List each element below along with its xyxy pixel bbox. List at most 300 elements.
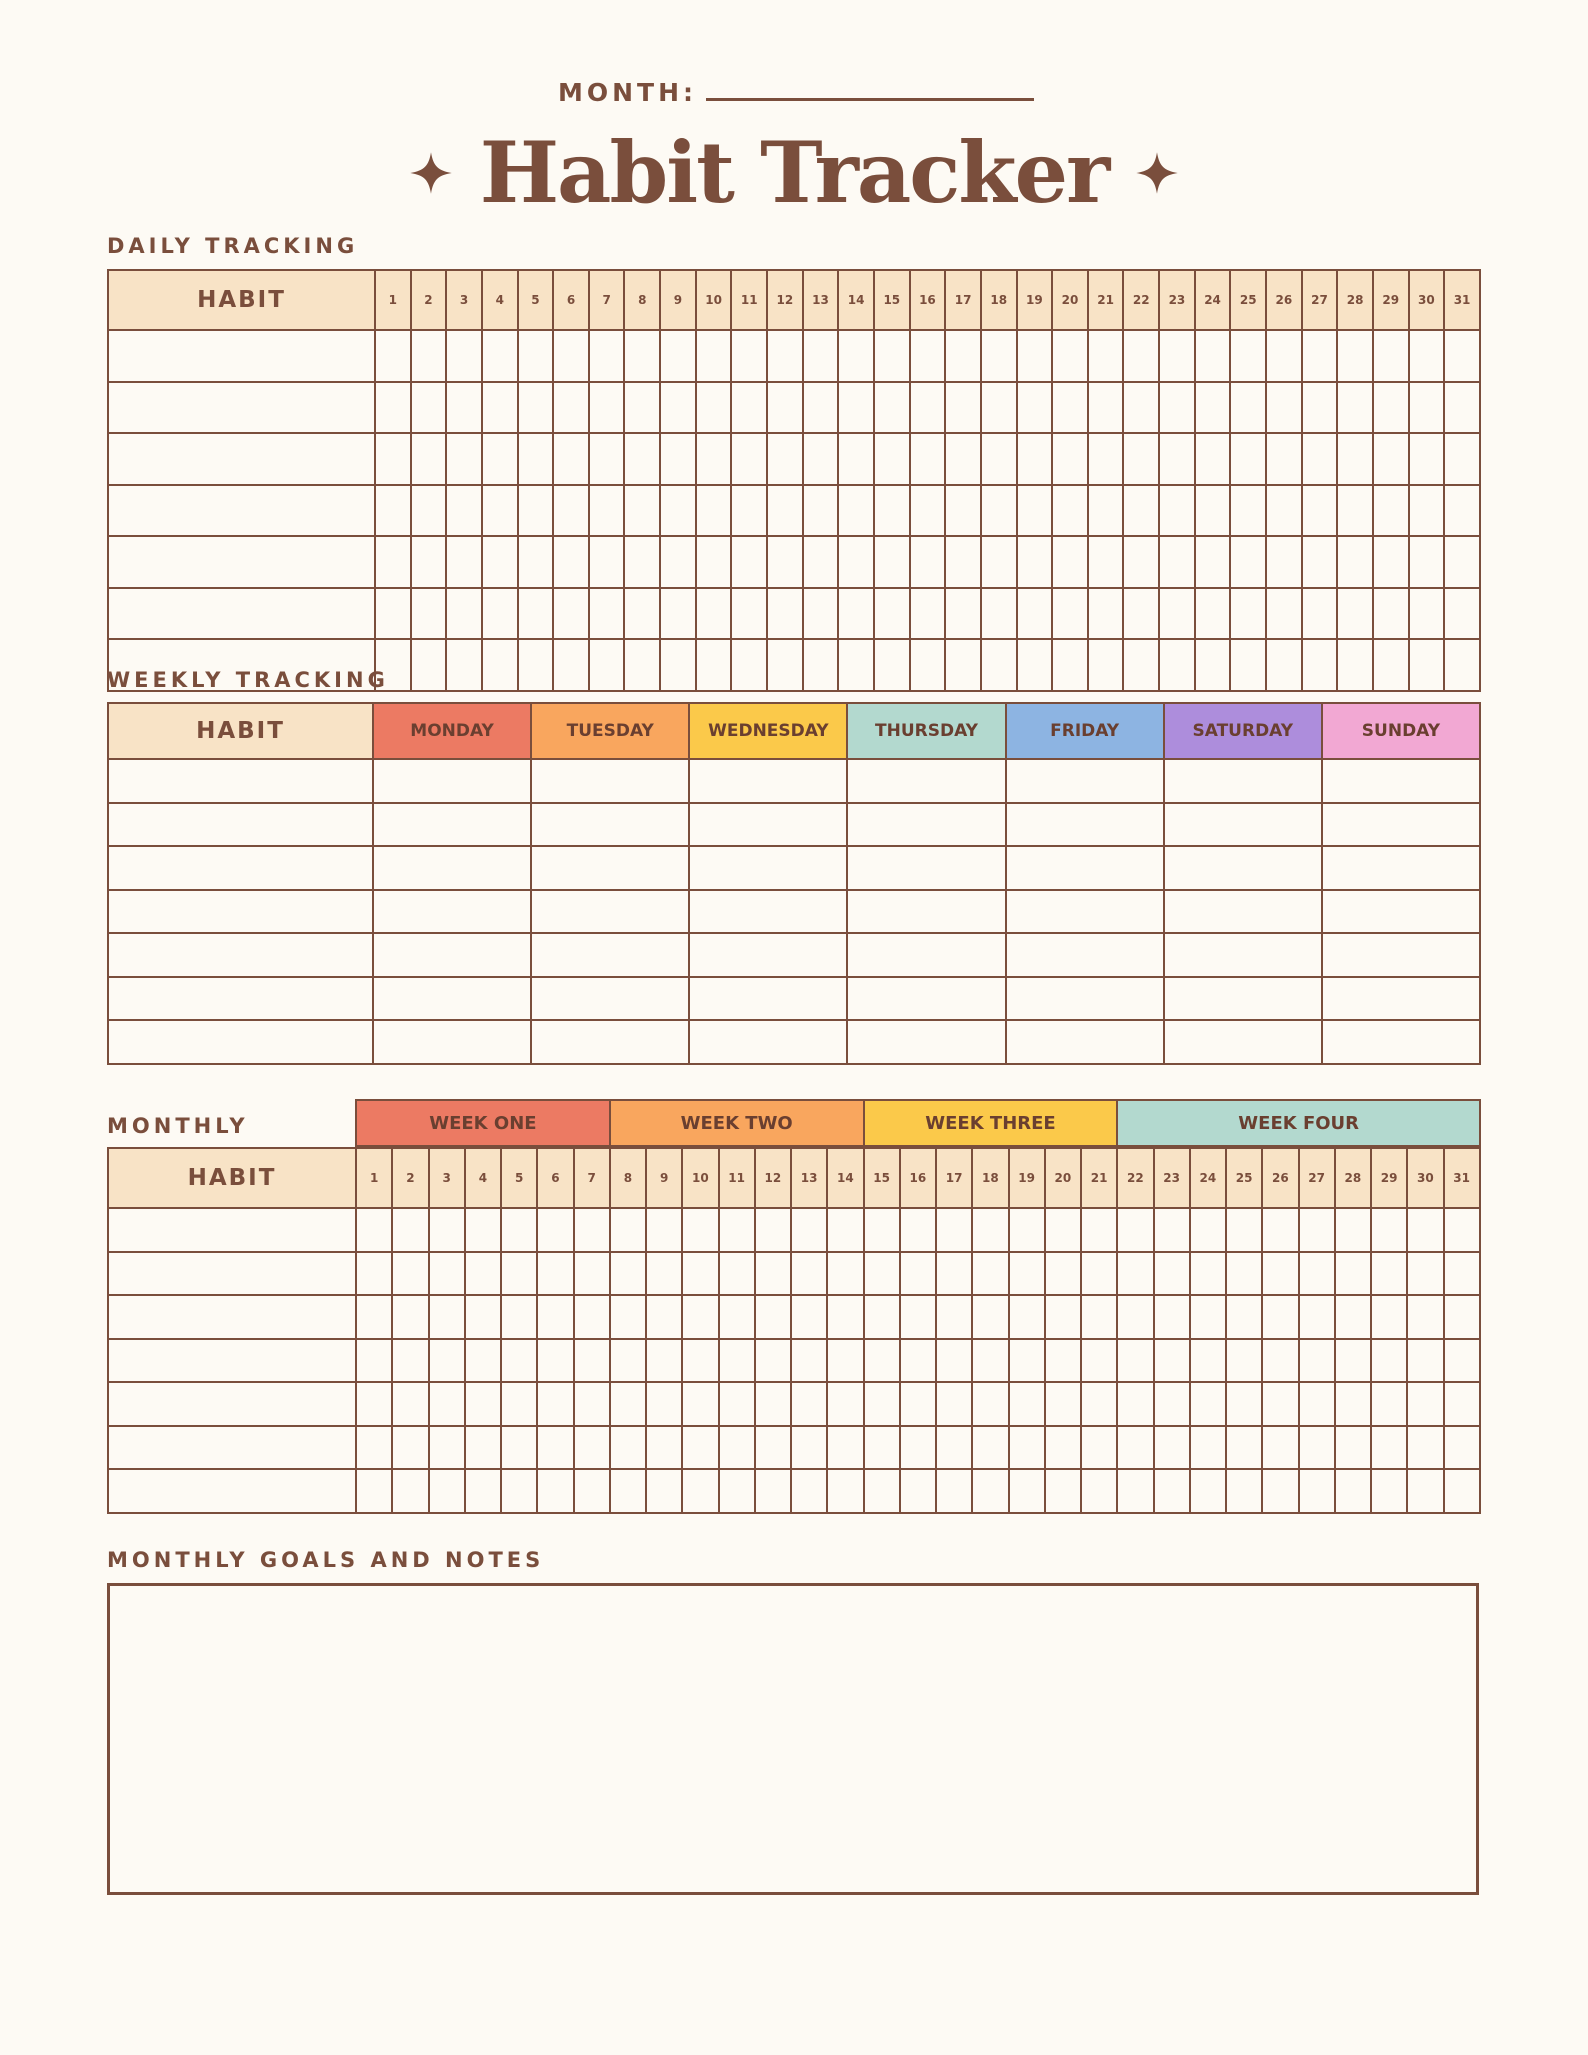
monthly-check-cell[interactable] (972, 1382, 1008, 1426)
monthly-check-cell[interactable] (646, 1339, 682, 1383)
daily-check-cell[interactable] (553, 382, 589, 434)
monthly-check-cell[interactable] (1371, 1339, 1407, 1383)
daily-habit-cell[interactable] (108, 330, 375, 382)
daily-check-cell[interactable] (1444, 485, 1480, 537)
weekly-check-cell[interactable] (1164, 759, 1322, 803)
daily-check-cell[interactable] (910, 330, 946, 382)
monthly-check-cell[interactable] (682, 1252, 718, 1296)
monthly-check-cell[interactable] (827, 1208, 863, 1252)
monthly-check-cell[interactable] (501, 1469, 537, 1513)
monthly-check-cell[interactable] (1117, 1339, 1153, 1383)
monthly-check-cell[interactable] (1009, 1339, 1045, 1383)
daily-check-cell[interactable] (731, 588, 767, 640)
monthly-check-cell[interactable] (1081, 1382, 1117, 1426)
daily-check-cell[interactable] (553, 639, 589, 691)
monthly-check-cell[interactable] (1154, 1469, 1190, 1513)
monthly-check-cell[interactable] (1081, 1339, 1117, 1383)
monthly-check-cell[interactable] (610, 1469, 646, 1513)
daily-check-cell[interactable] (589, 330, 625, 382)
monthly-check-cell[interactable] (574, 1426, 610, 1470)
daily-check-cell[interactable] (624, 639, 660, 691)
daily-check-cell[interactable] (1195, 382, 1231, 434)
monthly-check-cell[interactable] (1299, 1382, 1335, 1426)
daily-check-cell[interactable] (803, 330, 839, 382)
monthly-check-cell[interactable] (791, 1339, 827, 1383)
monthly-check-cell[interactable] (1045, 1252, 1081, 1296)
weekly-check-cell[interactable] (373, 933, 531, 977)
daily-check-cell[interactable] (1159, 485, 1195, 537)
daily-check-cell[interactable] (589, 536, 625, 588)
monthly-check-cell[interactable] (1009, 1382, 1045, 1426)
daily-check-cell[interactable] (767, 536, 803, 588)
daily-check-cell[interactable] (1302, 536, 1338, 588)
daily-check-cell[interactable] (1444, 382, 1480, 434)
weekly-check-cell[interactable] (847, 1020, 1005, 1064)
daily-check-cell[interactable] (1088, 588, 1124, 640)
daily-check-cell[interactable] (589, 433, 625, 485)
monthly-check-cell[interactable] (1299, 1469, 1335, 1513)
daily-check-cell[interactable] (1302, 330, 1338, 382)
weekly-check-cell[interactable] (373, 977, 531, 1021)
daily-check-cell[interactable] (945, 639, 981, 691)
daily-check-cell[interactable] (767, 382, 803, 434)
monthly-check-cell[interactable] (1190, 1382, 1226, 1426)
monthly-check-cell[interactable] (1407, 1382, 1443, 1426)
daily-check-cell[interactable] (1337, 382, 1373, 434)
monthly-check-cell[interactable] (791, 1295, 827, 1339)
monthly-check-cell[interactable] (900, 1382, 936, 1426)
daily-check-cell[interactable] (767, 485, 803, 537)
daily-check-cell[interactable] (767, 639, 803, 691)
daily-check-cell[interactable] (910, 433, 946, 485)
weekly-check-cell[interactable] (1322, 933, 1480, 977)
monthly-check-cell[interactable] (465, 1382, 501, 1426)
monthly-check-cell[interactable] (1226, 1295, 1262, 1339)
daily-check-cell[interactable] (660, 536, 696, 588)
monthly-check-cell[interactable] (791, 1252, 827, 1296)
monthly-check-cell[interactable] (1045, 1469, 1081, 1513)
monthly-check-cell[interactable] (936, 1295, 972, 1339)
daily-check-cell[interactable] (1409, 639, 1445, 691)
monthly-check-cell[interactable] (356, 1295, 392, 1339)
daily-check-cell[interactable] (1088, 639, 1124, 691)
monthly-check-cell[interactable] (1154, 1382, 1190, 1426)
daily-check-cell[interactable] (482, 588, 518, 640)
monthly-check-cell[interactable] (864, 1339, 900, 1383)
monthly-check-cell[interactable] (1081, 1208, 1117, 1252)
monthly-check-cell[interactable] (1262, 1382, 1298, 1426)
daily-check-cell[interactable] (1123, 536, 1159, 588)
daily-check-cell[interactable] (838, 433, 874, 485)
monthly-check-cell[interactable] (1190, 1252, 1226, 1296)
daily-check-cell[interactable] (1337, 639, 1373, 691)
daily-check-cell[interactable] (1444, 536, 1480, 588)
daily-check-cell[interactable] (1230, 536, 1266, 588)
daily-check-cell[interactable] (874, 433, 910, 485)
daily-check-cell[interactable] (553, 536, 589, 588)
monthly-check-cell[interactable] (1444, 1339, 1480, 1383)
weekly-check-cell[interactable] (1322, 977, 1480, 1021)
monthly-check-cell[interactable] (1371, 1382, 1407, 1426)
monthly-check-cell[interactable] (972, 1295, 1008, 1339)
monthly-check-cell[interactable] (392, 1252, 428, 1296)
daily-check-cell[interactable] (874, 485, 910, 537)
daily-check-cell[interactable] (1373, 588, 1409, 640)
monthly-check-cell[interactable] (465, 1469, 501, 1513)
daily-check-cell[interactable] (1373, 433, 1409, 485)
daily-check-cell[interactable] (731, 485, 767, 537)
weekly-check-cell[interactable] (1164, 803, 1322, 847)
monthly-check-cell[interactable] (1154, 1426, 1190, 1470)
daily-check-cell[interactable] (624, 382, 660, 434)
daily-check-cell[interactable] (1123, 639, 1159, 691)
monthly-check-cell[interactable] (465, 1295, 501, 1339)
daily-check-cell[interactable] (1017, 382, 1053, 434)
daily-check-cell[interactable] (1302, 382, 1338, 434)
daily-check-cell[interactable] (1230, 588, 1266, 640)
daily-check-cell[interactable] (660, 588, 696, 640)
monthly-check-cell[interactable] (537, 1295, 573, 1339)
monthly-check-cell[interactable] (1335, 1208, 1371, 1252)
daily-check-cell[interactable] (1230, 433, 1266, 485)
daily-check-cell[interactable] (553, 485, 589, 537)
daily-check-cell[interactable] (589, 639, 625, 691)
weekly-check-cell[interactable] (531, 846, 689, 890)
monthly-check-cell[interactable] (719, 1252, 755, 1296)
daily-check-cell[interactable] (411, 433, 447, 485)
daily-check-cell[interactable] (945, 330, 981, 382)
monthly-check-cell[interactable] (755, 1382, 791, 1426)
monthly-check-cell[interactable] (1226, 1208, 1262, 1252)
daily-check-cell[interactable] (482, 485, 518, 537)
daily-check-cell[interactable] (446, 330, 482, 382)
daily-check-cell[interactable] (553, 330, 589, 382)
monthly-check-cell[interactable] (1226, 1339, 1262, 1383)
weekly-check-cell[interactable] (1322, 846, 1480, 890)
monthly-check-cell[interactable] (1371, 1426, 1407, 1470)
daily-check-cell[interactable] (803, 433, 839, 485)
daily-check-cell[interactable] (411, 382, 447, 434)
daily-check-cell[interactable] (874, 639, 910, 691)
monthly-check-cell[interactable] (574, 1252, 610, 1296)
daily-check-cell[interactable] (1373, 536, 1409, 588)
daily-check-cell[interactable] (375, 382, 411, 434)
monthly-check-cell[interactable] (537, 1382, 573, 1426)
daily-check-cell[interactable] (1373, 639, 1409, 691)
notes-box[interactable] (107, 1583, 1479, 1895)
daily-check-cell[interactable] (446, 639, 482, 691)
monthly-check-cell[interactable] (356, 1426, 392, 1470)
weekly-check-cell[interactable] (373, 759, 531, 803)
daily-check-cell[interactable] (874, 382, 910, 434)
daily-check-cell[interactable] (482, 433, 518, 485)
daily-check-cell[interactable] (981, 639, 1017, 691)
monthly-check-cell[interactable] (1444, 1208, 1480, 1252)
daily-check-cell[interactable] (518, 382, 554, 434)
monthly-check-cell[interactable] (1407, 1339, 1443, 1383)
monthly-check-cell[interactable] (574, 1208, 610, 1252)
monthly-check-cell[interactable] (501, 1252, 537, 1296)
daily-check-cell[interactable] (660, 485, 696, 537)
monthly-check-cell[interactable] (900, 1208, 936, 1252)
weekly-check-cell[interactable] (847, 933, 1005, 977)
monthly-check-cell[interactable] (682, 1295, 718, 1339)
monthly-check-cell[interactable] (719, 1339, 755, 1383)
monthly-check-cell[interactable] (610, 1382, 646, 1426)
monthly-check-cell[interactable] (501, 1208, 537, 1252)
daily-check-cell[interactable] (1230, 639, 1266, 691)
monthly-check-cell[interactable] (719, 1208, 755, 1252)
daily-check-cell[interactable] (838, 330, 874, 382)
monthly-check-cell[interactable] (972, 1208, 1008, 1252)
daily-check-cell[interactable] (838, 639, 874, 691)
daily-check-cell[interactable] (482, 382, 518, 434)
monthly-check-cell[interactable] (972, 1252, 1008, 1296)
monthly-habit-cell[interactable] (108, 1339, 356, 1383)
monthly-check-cell[interactable] (864, 1469, 900, 1513)
monthly-check-cell[interactable] (1045, 1426, 1081, 1470)
daily-check-cell[interactable] (1230, 330, 1266, 382)
monthly-check-cell[interactable] (537, 1469, 573, 1513)
daily-check-cell[interactable] (482, 330, 518, 382)
monthly-check-cell[interactable] (1154, 1252, 1190, 1296)
monthly-check-cell[interactable] (574, 1339, 610, 1383)
daily-check-cell[interactable] (375, 433, 411, 485)
monthly-check-cell[interactable] (392, 1295, 428, 1339)
daily-check-cell[interactable] (874, 330, 910, 382)
monthly-check-cell[interactable] (356, 1208, 392, 1252)
monthly-check-cell[interactable] (429, 1426, 465, 1470)
monthly-check-cell[interactable] (1190, 1469, 1226, 1513)
daily-check-cell[interactable] (1302, 588, 1338, 640)
daily-check-cell[interactable] (518, 485, 554, 537)
monthly-check-cell[interactable] (936, 1252, 972, 1296)
daily-check-cell[interactable] (482, 536, 518, 588)
daily-check-cell[interactable] (624, 536, 660, 588)
monthly-check-cell[interactable] (574, 1382, 610, 1426)
daily-check-cell[interactable] (1409, 588, 1445, 640)
monthly-check-cell[interactable] (1371, 1252, 1407, 1296)
monthly-check-cell[interactable] (864, 1295, 900, 1339)
weekly-check-cell[interactable] (1006, 1020, 1164, 1064)
daily-check-cell[interactable] (1302, 485, 1338, 537)
weekly-check-cell[interactable] (373, 846, 531, 890)
monthly-check-cell[interactable] (537, 1252, 573, 1296)
monthly-check-cell[interactable] (1045, 1382, 1081, 1426)
daily-check-cell[interactable] (1052, 639, 1088, 691)
daily-check-cell[interactable] (518, 536, 554, 588)
monthly-check-cell[interactable] (791, 1382, 827, 1426)
weekly-check-cell[interactable] (373, 1020, 531, 1064)
weekly-check-cell[interactable] (689, 977, 847, 1021)
monthly-check-cell[interactable] (1335, 1382, 1371, 1426)
daily-check-cell[interactable] (1195, 639, 1231, 691)
weekly-check-cell[interactable] (689, 803, 847, 847)
daily-check-cell[interactable] (660, 330, 696, 382)
monthly-check-cell[interactable] (429, 1295, 465, 1339)
monthly-check-cell[interactable] (1262, 1208, 1298, 1252)
daily-check-cell[interactable] (803, 382, 839, 434)
daily-check-cell[interactable] (1409, 536, 1445, 588)
daily-check-cell[interactable] (446, 485, 482, 537)
weekly-check-cell[interactable] (531, 977, 689, 1021)
monthly-habit-cell[interactable] (108, 1295, 356, 1339)
daily-check-cell[interactable] (1409, 330, 1445, 382)
daily-check-cell[interactable] (1266, 382, 1302, 434)
weekly-check-cell[interactable] (373, 803, 531, 847)
monthly-check-cell[interactable] (972, 1469, 1008, 1513)
daily-check-cell[interactable] (660, 433, 696, 485)
weekly-check-cell[interactable] (1006, 890, 1164, 934)
monthly-check-cell[interactable] (646, 1252, 682, 1296)
daily-check-cell[interactable] (910, 536, 946, 588)
daily-check-cell[interactable] (411, 639, 447, 691)
daily-check-cell[interactable] (411, 485, 447, 537)
monthly-check-cell[interactable] (1117, 1208, 1153, 1252)
monthly-check-cell[interactable] (1226, 1469, 1262, 1513)
daily-check-cell[interactable] (1337, 330, 1373, 382)
monthly-check-cell[interactable] (646, 1469, 682, 1513)
monthly-check-cell[interactable] (610, 1426, 646, 1470)
daily-check-cell[interactable] (1017, 330, 1053, 382)
daily-check-cell[interactable] (446, 433, 482, 485)
daily-check-cell[interactable] (446, 588, 482, 640)
daily-habit-cell[interactable] (108, 433, 375, 485)
weekly-check-cell[interactable] (531, 803, 689, 847)
monthly-habit-cell[interactable] (108, 1426, 356, 1470)
daily-check-cell[interactable] (731, 433, 767, 485)
monthly-check-cell[interactable] (537, 1339, 573, 1383)
daily-check-cell[interactable] (696, 485, 732, 537)
daily-check-cell[interactable] (1302, 639, 1338, 691)
daily-check-cell[interactable] (589, 382, 625, 434)
daily-check-cell[interactable] (696, 536, 732, 588)
daily-check-cell[interactable] (767, 433, 803, 485)
daily-check-cell[interactable] (660, 639, 696, 691)
daily-check-cell[interactable] (981, 588, 1017, 640)
monthly-check-cell[interactable] (755, 1469, 791, 1513)
weekly-check-cell[interactable] (1322, 759, 1480, 803)
daily-check-cell[interactable] (838, 588, 874, 640)
weekly-check-cell[interactable] (689, 890, 847, 934)
weekly-check-cell[interactable] (1006, 846, 1164, 890)
monthly-check-cell[interactable] (610, 1295, 646, 1339)
monthly-check-cell[interactable] (1335, 1469, 1371, 1513)
daily-check-cell[interactable] (589, 485, 625, 537)
daily-check-cell[interactable] (945, 588, 981, 640)
monthly-check-cell[interactable] (682, 1469, 718, 1513)
monthly-check-cell[interactable] (1117, 1382, 1153, 1426)
monthly-check-cell[interactable] (864, 1426, 900, 1470)
monthly-check-cell[interactable] (429, 1382, 465, 1426)
daily-check-cell[interactable] (1088, 485, 1124, 537)
weekly-check-cell[interactable] (1322, 1020, 1480, 1064)
monthly-check-cell[interactable] (537, 1426, 573, 1470)
daily-check-cell[interactable] (1266, 485, 1302, 537)
daily-check-cell[interactable] (1337, 485, 1373, 537)
monthly-check-cell[interactable] (719, 1426, 755, 1470)
daily-check-cell[interactable] (1088, 382, 1124, 434)
daily-check-cell[interactable] (981, 382, 1017, 434)
monthly-check-cell[interactable] (574, 1295, 610, 1339)
monthly-check-cell[interactable] (791, 1426, 827, 1470)
daily-check-cell[interactable] (1159, 382, 1195, 434)
daily-check-cell[interactable] (1123, 485, 1159, 537)
daily-check-cell[interactable] (446, 382, 482, 434)
weekly-habit-cell[interactable] (108, 890, 373, 934)
monthly-check-cell[interactable] (1045, 1295, 1081, 1339)
daily-check-cell[interactable] (375, 330, 411, 382)
monthly-check-cell[interactable] (1335, 1339, 1371, 1383)
daily-check-cell[interactable] (624, 588, 660, 640)
monthly-check-cell[interactable] (1045, 1339, 1081, 1383)
monthly-check-cell[interactable] (429, 1469, 465, 1513)
weekly-check-cell[interactable] (531, 759, 689, 803)
monthly-check-cell[interactable] (1154, 1339, 1190, 1383)
monthly-check-cell[interactable] (1299, 1252, 1335, 1296)
daily-check-cell[interactable] (981, 536, 1017, 588)
monthly-check-cell[interactable] (755, 1295, 791, 1339)
monthly-check-cell[interactable] (1009, 1469, 1045, 1513)
monthly-check-cell[interactable] (465, 1339, 501, 1383)
daily-check-cell[interactable] (1195, 588, 1231, 640)
daily-check-cell[interactable] (1337, 536, 1373, 588)
monthly-check-cell[interactable] (719, 1382, 755, 1426)
monthly-check-cell[interactable] (610, 1339, 646, 1383)
monthly-check-cell[interactable] (610, 1208, 646, 1252)
daily-check-cell[interactable] (803, 485, 839, 537)
daily-check-cell[interactable] (1195, 433, 1231, 485)
daily-check-cell[interactable] (696, 639, 732, 691)
monthly-check-cell[interactable] (1117, 1426, 1153, 1470)
daily-check-cell[interactable] (1159, 330, 1195, 382)
monthly-check-cell[interactable] (827, 1339, 863, 1383)
daily-check-cell[interactable] (411, 536, 447, 588)
daily-check-cell[interactable] (1195, 536, 1231, 588)
monthly-check-cell[interactable] (682, 1339, 718, 1383)
daily-check-cell[interactable] (375, 588, 411, 640)
monthly-check-cell[interactable] (1262, 1339, 1298, 1383)
monthly-check-cell[interactable] (646, 1382, 682, 1426)
weekly-check-cell[interactable] (531, 1020, 689, 1064)
monthly-check-cell[interactable] (574, 1469, 610, 1513)
daily-check-cell[interactable] (1123, 588, 1159, 640)
weekly-check-cell[interactable] (531, 933, 689, 977)
weekly-check-cell[interactable] (1164, 890, 1322, 934)
monthly-check-cell[interactable] (1081, 1426, 1117, 1470)
monthly-check-cell[interactable] (864, 1252, 900, 1296)
daily-check-cell[interactable] (1409, 433, 1445, 485)
daily-check-cell[interactable] (375, 536, 411, 588)
monthly-check-cell[interactable] (646, 1295, 682, 1339)
weekly-check-cell[interactable] (847, 977, 1005, 1021)
weekly-check-cell[interactable] (689, 1020, 847, 1064)
daily-check-cell[interactable] (945, 382, 981, 434)
weekly-check-cell[interactable] (689, 759, 847, 803)
monthly-check-cell[interactable] (827, 1252, 863, 1296)
daily-check-cell[interactable] (1123, 330, 1159, 382)
monthly-check-cell[interactable] (1009, 1295, 1045, 1339)
monthly-check-cell[interactable] (1407, 1252, 1443, 1296)
month-input-line[interactable] (706, 98, 1034, 101)
daily-check-cell[interactable] (624, 330, 660, 382)
daily-check-cell[interactable] (1017, 485, 1053, 537)
monthly-check-cell[interactable] (1081, 1469, 1117, 1513)
weekly-check-cell[interactable] (373, 890, 531, 934)
monthly-check-cell[interactable] (1009, 1208, 1045, 1252)
monthly-check-cell[interactable] (900, 1426, 936, 1470)
daily-check-cell[interactable] (1230, 485, 1266, 537)
